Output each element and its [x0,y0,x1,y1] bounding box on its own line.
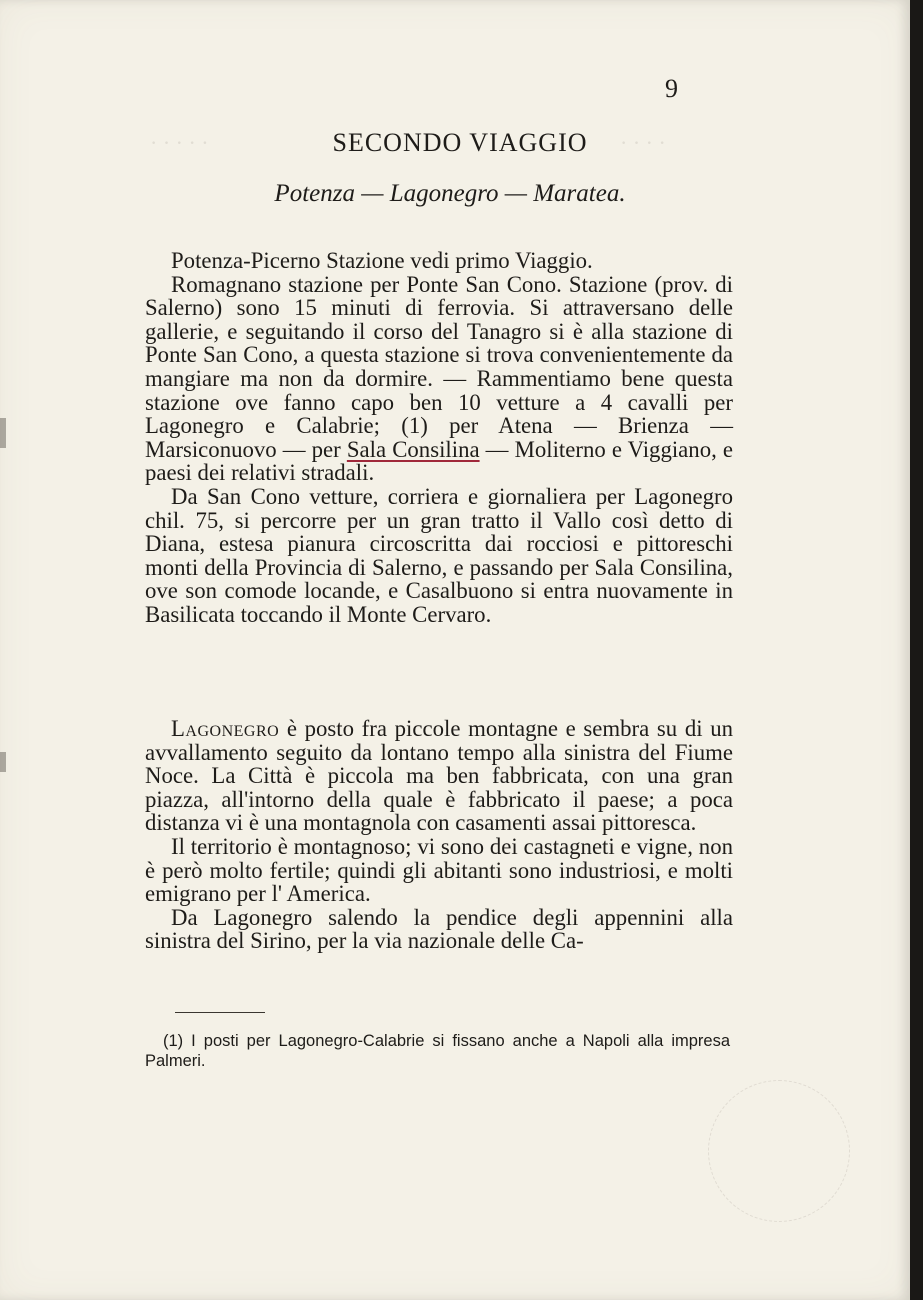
paragraph: Da San Cono vetture, corriera e giornaliera per Lagonegro chil. 75, si percorre per un gran tratto il Vallo così detto di Diana, estesa pianura circoscritta dai rocciosi e pittoreschi monti della Provincia di Salerno, e passando per Sala Consilina, ove son comode locande, e Casalbuono si entra nuovamente in Basilicata toccando il Monte Cervaro. [145,483,733,627]
underlined-place-name: Sala Consilina [346,436,480,462]
paragraph [145,273,733,485]
binding-mark [0,752,6,772]
section-lead-word: Lagonegro [171,716,280,741]
binding-mark [0,418,6,448]
faint-stamp [708,1080,850,1222]
chapter-title: SECONDO VIAGGIO [332,128,588,157]
paragraph: Il territorio è montagnoso; vi sono dei castagneti e vigne, non è però molto fertile; quindi gli abitanti sono industriosi, e molti emigrano per l' America. [145,833,733,907]
body-section-1 [145,249,733,627]
footnote-text: (1) I posti per Lagonegro-Calabrie si fissano anche a Napoli alla impresa Palmeri. [145,1032,730,1070]
paragraph: Da Lagonegro salendo la pendice degli appennini alla sinistra del Sirino, per la via nazionale delle Ca- [145,904,733,954]
paragraph [145,717,733,835]
footnote [145,1031,730,1071]
paragraph-text: Romagnano stazione per Ponte San Cono. Stazione (prov. di Salerno) sono 15 minuti di ferrovia. Si attraversano delle gallerie, e seguitando il corso del Tanagro si è alla stazione di Ponte San Cono, a questa stazione si trova convenientemente da mangiare ma non da dormire. — Rammentiamo bene questa stazione ove fanno capo ben 10 vetture a 4 cavalli per Lagonegro e Calabrie; (1) per Atena — Brienza — Marsiconuovo — per [145,271,733,462]
paragraph-text: — Moliterno e Viggiano, e paesi dei relativi stradali. [145,436,733,486]
show-through-text: · · · · · [150,130,209,155]
chapter-subtitle: Potenza — Lagonegro — Maratea. [274,180,626,207]
page-number: 9 [665,74,678,103]
paragraph-text: è posto fra piccole montagne e sembra su di un avvallamento seguito da lontano tempo alla sinistra del Fiume Noce. La Città è piccola ma ben fabbricata, con una gran piazza, all'intorno della quale è fabbricato il paese; a poca distanza vi è una montagnola con casamenti assai pittoresca. [145,716,733,836]
footnote-divider [175,1012,265,1013]
paragraph: Potenza-Picerno Stazione vedi primo Viaggio. [171,248,593,273]
show-through-text: · · · · [620,130,666,155]
body-section-2 [145,717,733,953]
